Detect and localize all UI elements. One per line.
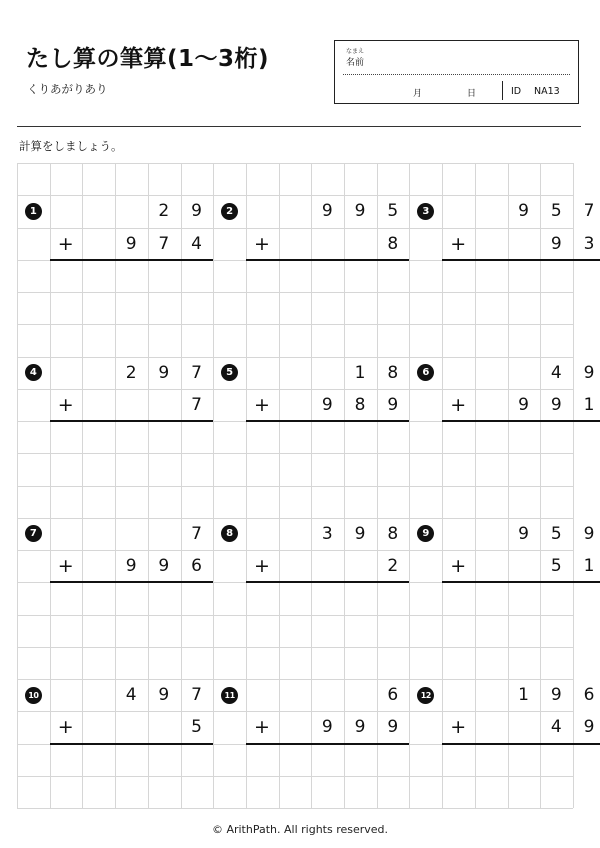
grid-line-horizontal [17, 195, 573, 196]
bottom-operand-digit: 8 [354, 394, 366, 415]
grid-line-horizontal [17, 679, 573, 680]
answer-underline [50, 420, 214, 422]
top-operand-digit: 2 [158, 201, 170, 222]
answer-underline [246, 581, 410, 583]
top-operand-digit: 9 [158, 685, 170, 706]
grid-line-horizontal [17, 518, 573, 519]
problem-number-badge: 6 [417, 364, 434, 381]
bottom-operand-digit: 7 [158, 233, 170, 254]
plus-sign: + [253, 232, 270, 255]
grid-line-horizontal [17, 357, 573, 358]
top-operand-digit: 2 [125, 362, 137, 383]
grid-line-horizontal [17, 550, 573, 551]
grid-line-horizontal [17, 486, 573, 487]
top-operand-digit: 7 [191, 362, 202, 383]
month-label: 月 [413, 89, 423, 99]
grid-line-horizontal [17, 292, 573, 293]
plus-sign: + [450, 716, 467, 739]
grid-line-horizontal [17, 647, 573, 648]
instruction-text: 計算をしましょう。 [19, 139, 123, 153]
top-operand-digit: 4 [550, 362, 562, 383]
bottom-operand-digit: 9 [387, 717, 399, 738]
answer-underline [442, 743, 600, 745]
top-operand-digit: 9 [354, 201, 366, 222]
answer-underline [246, 259, 410, 261]
grid-line-horizontal [17, 776, 573, 777]
top-operand-digit: 4 [125, 685, 137, 706]
bottom-operand-digit: 4 [550, 717, 562, 738]
top-operand-digit: 9 [158, 362, 170, 383]
plus-sign: + [450, 393, 467, 416]
bottom-operand-digit: 9 [387, 394, 399, 415]
bottom-operand-digit: 9 [125, 556, 137, 577]
problem-number-badge: 12 [417, 687, 434, 704]
plus-sign: + [57, 232, 74, 255]
top-operand-digit: 9 [583, 362, 595, 383]
answer-underline [246, 743, 410, 745]
name-ruby: なまえ [346, 48, 365, 55]
problem-number-badge: 10 [25, 687, 42, 704]
problem-number-badge: 5 [221, 364, 238, 381]
plus-sign: + [253, 716, 270, 739]
problem-number-badge: 3 [417, 203, 434, 220]
plus-sign: + [253, 555, 270, 578]
top-operand-digit: 9 [354, 523, 366, 544]
id-value: NA13 [534, 86, 560, 97]
copyright-footer: © ArithPath. All rights reserved. [211, 823, 389, 836]
top-operand-digit: 6 [387, 685, 399, 706]
bottom-operand-digit: 9 [321, 717, 333, 738]
problem-number-badge: 8 [221, 525, 238, 542]
header-divider [17, 126, 581, 127]
grid-line-horizontal [17, 163, 573, 164]
plus-sign: + [450, 232, 467, 255]
problem-number-badge: 7 [25, 525, 42, 542]
answer-underline [50, 581, 214, 583]
grid-line-horizontal [17, 453, 573, 454]
answer-underline [442, 259, 600, 261]
answer-underline [442, 581, 600, 583]
plus-sign: + [57, 393, 74, 416]
plus-sign: + [253, 393, 270, 416]
bottom-operand-digit: 9 [518, 394, 529, 415]
problem-number-badge: 9 [417, 525, 434, 542]
bottom-operand-digit: 9 [158, 556, 170, 577]
top-operand-digit: 9 [518, 523, 529, 544]
bottom-operand-digit: 9 [583, 717, 595, 738]
bottom-operand-digit: 7 [191, 394, 202, 415]
top-operand-digit: 7 [191, 685, 202, 706]
top-operand-digit: 9 [191, 201, 202, 222]
bottom-operand-digit: 8 [387, 233, 399, 254]
bottom-operand-digit: 9 [321, 394, 333, 415]
worksheet-title: たし算の筆算(1〜3桁) [26, 46, 270, 72]
answer-underline [50, 743, 214, 745]
bottom-operand-digit: 2 [387, 556, 399, 577]
grid-line-horizontal [17, 711, 573, 712]
bottom-operand-digit: 5 [191, 717, 202, 738]
plus-sign: + [57, 716, 74, 739]
top-operand-digit: 5 [550, 201, 562, 222]
plus-sign: + [57, 555, 74, 578]
answer-underline [246, 420, 410, 422]
top-operand-digit: 5 [387, 201, 399, 222]
problem-number-badge: 4 [25, 364, 42, 381]
grid-line-horizontal [17, 324, 573, 325]
top-operand-digit: 3 [321, 523, 333, 544]
grid-line-horizontal [17, 228, 573, 229]
bottom-operand-digit: 9 [354, 717, 366, 738]
answer-underline [442, 420, 600, 422]
top-operand-digit: 9 [321, 201, 333, 222]
bottom-operand-digit: 9 [550, 233, 562, 254]
top-operand-digit: 9 [550, 685, 562, 706]
top-operand-digit: 9 [583, 523, 595, 544]
bottom-operand-digit: 4 [191, 233, 202, 254]
name-box [334, 40, 579, 104]
bottom-operand-digit: 1 [583, 394, 595, 415]
grid-line-horizontal [17, 389, 573, 390]
bottom-operand-digit: 9 [125, 233, 137, 254]
top-operand-digit: 6 [583, 685, 595, 706]
bottom-operand-digit: 3 [583, 233, 595, 254]
top-operand-digit: 1 [518, 685, 529, 706]
bottom-operand-digit: 5 [550, 556, 562, 577]
top-operand-digit: 8 [387, 523, 399, 544]
top-operand-digit: 1 [354, 362, 366, 383]
answer-underline [50, 259, 214, 261]
top-operand-digit: 5 [550, 523, 562, 544]
problem-number-badge: 1 [25, 203, 42, 220]
plus-sign: + [450, 555, 467, 578]
problem-grid [17, 163, 595, 808]
worksheet-subtitle: くりあがりあり [27, 82, 108, 96]
grid-line-horizontal [17, 615, 573, 616]
top-operand-digit: 7 [191, 523, 202, 544]
name-dotted-line [343, 74, 570, 75]
bottom-operand-digit: 1 [583, 556, 595, 577]
id-separator [502, 81, 503, 100]
day-label: 日 [467, 89, 477, 99]
top-operand-digit: 8 [387, 362, 399, 383]
name-label: 名前 [346, 58, 365, 68]
bottom-operand-digit: 9 [550, 394, 562, 415]
grid-line-horizontal [17, 808, 573, 809]
bottom-operand-digit: 6 [191, 556, 202, 577]
top-operand-digit: 9 [518, 201, 529, 222]
problem-number-badge: 11 [221, 687, 238, 704]
top-operand-digit: 7 [583, 201, 595, 222]
problem-number-badge: 2 [221, 203, 238, 220]
id-label: ID [511, 86, 522, 97]
